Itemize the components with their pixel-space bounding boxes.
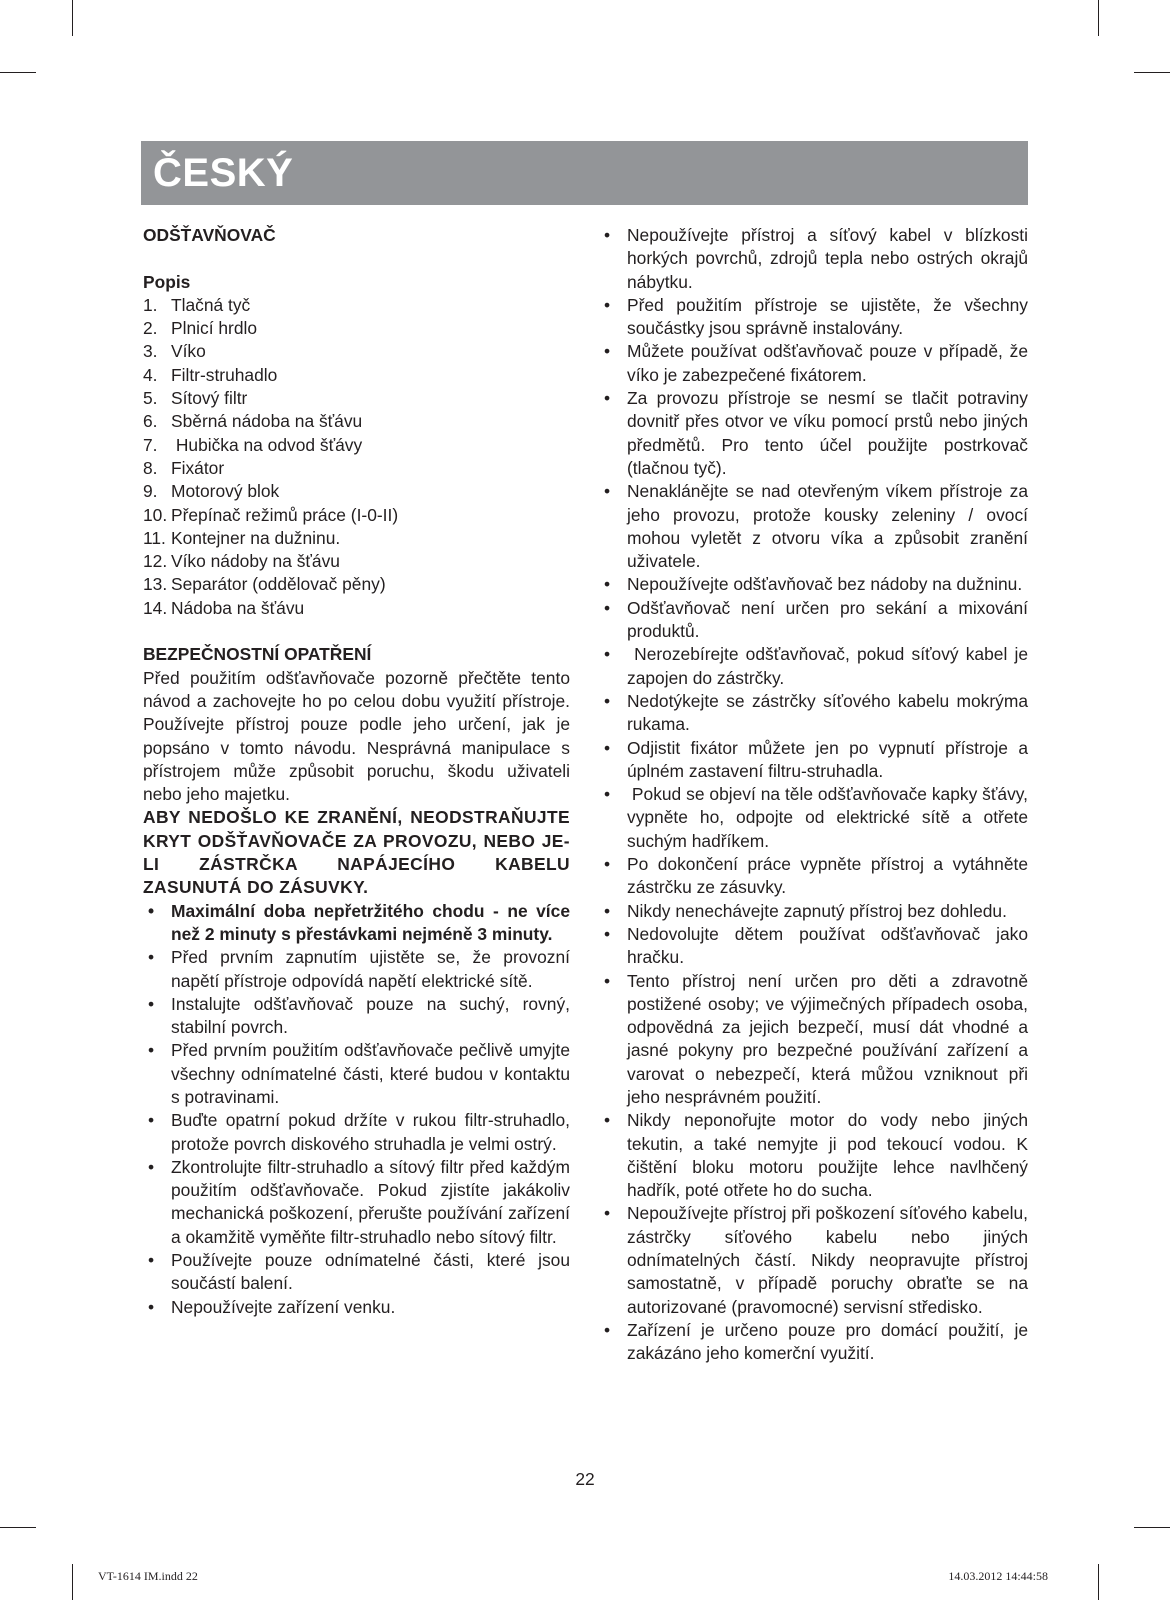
bullet-text: Nepoužívejte odšťavňovač bez nádoby na dužninu. <box>627 574 1023 595</box>
page-number: 22 <box>575 1469 595 1489</box>
left-column <box>143 224 575 1319</box>
safety-warning: ABY NEDOŠLO KE ZRANĚNÍ, NEODSTRAŇUJTE KRYT ODŠŤAVŇOVAČE ZA PROVOZU, NEBO JE-LI ZÁSTRČKA NAPÁJECÍHO KABELU ZASUNUTÁ DO ZÁSUVKY. <box>143 807 570 898</box>
bullet-text: Odšťavňovač není určen pro sekání a mixování produktů. <box>627 597 1033 642</box>
right-bullet-list <box>599 224 1033 1366</box>
bullet-text: Nerozebírejte odšťavňovač, pokud síťový kabel je zapojen do zástrčky. <box>627 644 1033 688</box>
bullet-item <box>143 1109 575 1156</box>
bullet-icon: • <box>603 784 611 805</box>
parts-list-number: 10. <box>143 504 168 525</box>
parts-list-number: 2. <box>143 318 158 339</box>
parts-list-number: 14. <box>143 597 168 618</box>
crop-mark-bottom-left-horizontal <box>0 1527 36 1528</box>
parts-list-item <box>143 294 570 317</box>
bullet-icon: • <box>603 854 611 875</box>
crop-mark-top-left-vertical <box>72 0 73 36</box>
bullet-text: Nepoužívejte přístroj a síťový kabel v blízkosti horkých povrchů, zdrojů tepla nebo ostrých okrajů nábytku. <box>627 225 1033 292</box>
bullet-item <box>143 1156 575 1249</box>
bullet-icon: • <box>603 737 611 758</box>
bold-bullet-item <box>143 900 570 947</box>
bullet-item <box>599 970 1033 1110</box>
parts-list-number: 12. <box>143 551 168 572</box>
parts-list-number: 11. <box>143 527 166 548</box>
crop-mark-top-left-horizontal <box>0 72 36 73</box>
language-title: ČESKÝ <box>153 151 294 195</box>
bullet-icon: • <box>147 1110 155 1131</box>
parts-list-text: Fixátor <box>171 457 225 478</box>
parts-list <box>143 294 570 620</box>
bullet-icon: • <box>603 481 611 502</box>
crop-mark-bottom-right-vertical <box>1098 1564 1099 1600</box>
bullet-icon: • <box>603 1319 611 1340</box>
bullet-icon: • <box>147 900 155 921</box>
bullet-text: Před prvním zapnutím ujistěte se, že provozní napětí přístroje odpovídá napětí elektrické sítě. <box>171 947 575 991</box>
bullet-item <box>599 480 1033 573</box>
parts-list-number: 6. <box>143 411 158 432</box>
bullet-text: Po dokončení práce vypněte přístroj a vytáhněte zástrčku ze zásuvky. <box>627 854 1033 898</box>
bullet-item <box>599 737 1033 784</box>
bullet-icon: • <box>147 1296 155 1317</box>
footer-file-info: VT-1614 IM.indd 22 <box>98 1569 198 1583</box>
spacer <box>143 247 570 270</box>
section-banner <box>141 141 1028 205</box>
bullet-item <box>599 340 1033 387</box>
bullet-text: Zařízení je určeno pouze pro domácí použití, je zakázáno jeho komerční využití. <box>627 1319 1033 1364</box>
parts-list-text: Hubička na odvod šťávy <box>171 434 363 455</box>
parts-list-text: Plnicí hrdlo <box>171 318 258 339</box>
right-column <box>599 224 1033 1366</box>
bullet-item <box>143 1249 575 1296</box>
bullet-text: Pokud se objeví na těle odšťavňovače kapky šťávy, vypněte ho, odpojte od elektrické sítě a otřete suchým hadříkem. <box>627 784 1033 851</box>
bullet-text: Používejte pouze odnímatelné části, které jsou součástí balení. <box>171 1250 575 1294</box>
bold-bullet-text: Maximální doba nepřetržitého chodu - ne více než 2 minuty s přestávkami nejméně 3 minuty. <box>171 900 570 944</box>
bullet-icon: • <box>147 1156 155 1177</box>
parts-list-number: 13. <box>143 574 168 595</box>
bullet-item <box>599 853 1033 900</box>
crop-mark-bottom-right-horizontal <box>1134 1527 1170 1528</box>
bullet-icon: • <box>603 923 611 944</box>
bullet-item <box>599 1319 1033 1366</box>
parts-list-item <box>143 387 570 410</box>
bullet-icon: • <box>603 690 611 711</box>
parts-list-text: Nádoba na šťávu <box>171 597 305 618</box>
parts-list-number: 7. <box>143 434 158 455</box>
bullet-icon: • <box>603 388 611 409</box>
parts-list-item <box>143 527 570 550</box>
bullet-icon: • <box>603 1203 611 1224</box>
bullet-item <box>143 993 575 1040</box>
safety-intro: Před použitím odšťavňovače pozorně přečtěte tento návod a zachovejte ho po celou dobu využití přístroje. Používejte přístroj pouze podle jeho určení, jak je popsáno v tomto návodu. Nesprávná manipulace s přístrojem může způsobit poruchu, škodu uživateli nebo jeho majetku. <box>143 667 570 805</box>
bullet-text: Nedovolujte dětem používat odšťavňovač jako hračku. <box>627 923 1033 968</box>
bullet-icon: • <box>147 1250 155 1271</box>
bullet-item <box>599 900 1028 923</box>
bullet-item <box>599 923 1033 970</box>
parts-list-number: 9. <box>143 481 158 502</box>
parts-list-text: Víko <box>171 341 206 362</box>
bullet-text: Před prvním použitím odšťavňovače pečlivě umyjte všechny odnímatelné části, které budou v kontaktu s potravinami. <box>171 1040 575 1107</box>
parts-list-text: Filtr-struhadlo <box>171 364 278 385</box>
bullet-item <box>599 783 1033 853</box>
bullet-text: Instalujte odšťavňovač pouze na suchý, rovný, stabilní povrch. <box>171 993 575 1038</box>
bullet-item <box>143 1039 575 1109</box>
parts-list-item <box>143 480 570 503</box>
safety-title: BEZPEČNOSTNÍ OPATŘENÍ <box>143 644 372 665</box>
parts-list-item <box>143 457 570 480</box>
parts-list-text: Tlačná tyč <box>171 294 251 315</box>
parts-list-number: 5. <box>143 388 158 409</box>
parts-list-item <box>143 597 570 620</box>
bullet-icon: • <box>603 341 611 362</box>
bullet-item <box>599 1202 1033 1318</box>
bullet-icon: • <box>603 644 611 665</box>
bullet-text: Nikdy neponořujte motor do vody nebo jiných tekutin, a také nemyjte ji pod tekoucí vodou. K čištění bloku motoru použijte lehce navlhčený hadřík, poté otřete ho do sucha. <box>627 1110 1033 1201</box>
parts-list-number: 8. <box>143 457 158 478</box>
parts-list-text: Sítový filtr <box>171 388 248 409</box>
bullet-text: Buďte opatrní pokud držíte v rukou filtr-struhadlo, protože povrch diskového struhadla je velmi ostrý. <box>171 1110 575 1154</box>
bullet-text: Zkontrolujte filtr-struhadlo a sítový filtr před každým použitím odšťavňovače. Pokud zjistíte jakákoliv mechanická poškození, přerušte používání zařízení a okamžitě vyměňte filtr-struhadlo nebo sítový filtr. <box>171 1156 575 1247</box>
bullet-icon: • <box>147 947 155 968</box>
bullet-item <box>599 690 1033 737</box>
crop-mark-top-right-horizontal <box>1134 72 1170 73</box>
bullet-text: Před použitím přístroje se ujistěte, že všechny součástky jsou správně instalovány. <box>627 294 1033 339</box>
crop-mark-top-right-vertical <box>1098 0 1099 36</box>
description-title: Popis <box>143 271 191 292</box>
bullet-text: Můžete používat odšťavňovač pouze v případě, že víko je zabezpečené fixátorem. <box>627 341 1033 385</box>
bullet-text: Nepoužívejte zařízení venku. <box>171 1296 396 1317</box>
parts-list-item <box>143 573 570 596</box>
left-bullet-list <box>143 900 575 1319</box>
crop-mark-bottom-left-vertical <box>72 1564 73 1600</box>
parts-list-number: 3. <box>143 341 158 362</box>
bullet-item <box>599 573 1028 596</box>
parts-list-item <box>143 504 570 527</box>
bullet-text: Nenaklánějte se nad otevřeným víkem přístroje za jeho provozu, protože kousky zeleniny / ovocí mohou vyletět z otvoru víka a způsobit zranění uživatele. <box>627 481 1033 572</box>
bullet-icon: • <box>603 574 611 595</box>
parts-list-number: 4. <box>143 364 158 385</box>
parts-list-text: Motorový blok <box>171 481 280 502</box>
parts-list-text: Víko nádoby na šťávu <box>171 551 340 572</box>
bullet-item <box>599 387 1033 480</box>
bullet-text: Tento přístroj není určen pro děti a zdravotně postižené osoby; ve výjimečných případech osoba, odpovědná za jejich bezpečí, musí dát vhodné a jasné pokyny pro bezpečné používání zařízení a varovat o nebezpečí, která můžou vzniknout při jeho nesprávném použití. <box>627 970 1033 1107</box>
bullet-item <box>599 224 1033 294</box>
bullet-icon: • <box>603 900 611 921</box>
bullet-icon: • <box>603 1110 611 1131</box>
parts-list-item <box>143 550 570 573</box>
bullet-item <box>143 946 575 993</box>
bullet-icon: • <box>603 597 611 618</box>
bullet-icon: • <box>603 225 611 245</box>
bullet-icon: • <box>147 1040 155 1061</box>
bullet-item <box>143 1296 570 1319</box>
bullet-item <box>599 643 1033 690</box>
bullet-item <box>599 294 1033 341</box>
bullet-icon: • <box>603 294 611 315</box>
bullet-item <box>599 597 1033 644</box>
bullet-item <box>599 1109 1033 1202</box>
footer-timestamp: 14.03.2012 14:44:58 <box>948 1569 1048 1583</box>
parts-list-text: Sběrná nádoba na šťávu <box>171 411 363 432</box>
parts-list-text: Přepínač režimů práce (I-0-II) <box>171 504 399 525</box>
bullet-text: Nikdy nenechávejte zapnutý přístroj bez dohledu. <box>627 900 1007 921</box>
parts-list-item <box>143 364 570 387</box>
product-heading: ODŠŤAVŇOVAČ <box>143 225 276 245</box>
parts-list-number: 1. <box>143 294 158 315</box>
bullet-icon: • <box>603 970 611 991</box>
parts-list-item <box>143 410 570 433</box>
parts-list-item <box>143 317 570 340</box>
parts-list-text: Kontejner na dužninu. <box>171 527 341 548</box>
parts-list-item <box>143 340 570 363</box>
bullet-text: Nedotýkejte se zástrčky síťového kabelu mokrýma rukama. <box>627 690 1033 735</box>
bullet-text: Nepoužívejte přístroj při poškození síťového kabelu, zástrčky síťového kabelu nebo jiných odnímatelných částí. Nikdy neopravujte přístroj samostatně, v případě poruchy obraťte se na autorizované (pravomocné) servisní středisko. <box>627 1203 1033 1317</box>
bullet-icon: • <box>147 993 155 1014</box>
parts-list-item <box>143 434 570 457</box>
spacer <box>143 620 570 643</box>
bullet-text: Odjistit fixátor můžete jen po vypnutí přístroje a úplném zastavení filtru-struhadla. <box>627 737 1033 781</box>
bullet-text: Za provozu přístroje se nesmí se tlačit potraviny dovnitř přes otvor ve víku pomocí prstů nebo jiných předmětů. Pro tento účel použijte postrkovač (tlačnou tyč). <box>627 388 1033 478</box>
parts-list-text: Separátor (oddělovač pěny) <box>171 574 386 595</box>
